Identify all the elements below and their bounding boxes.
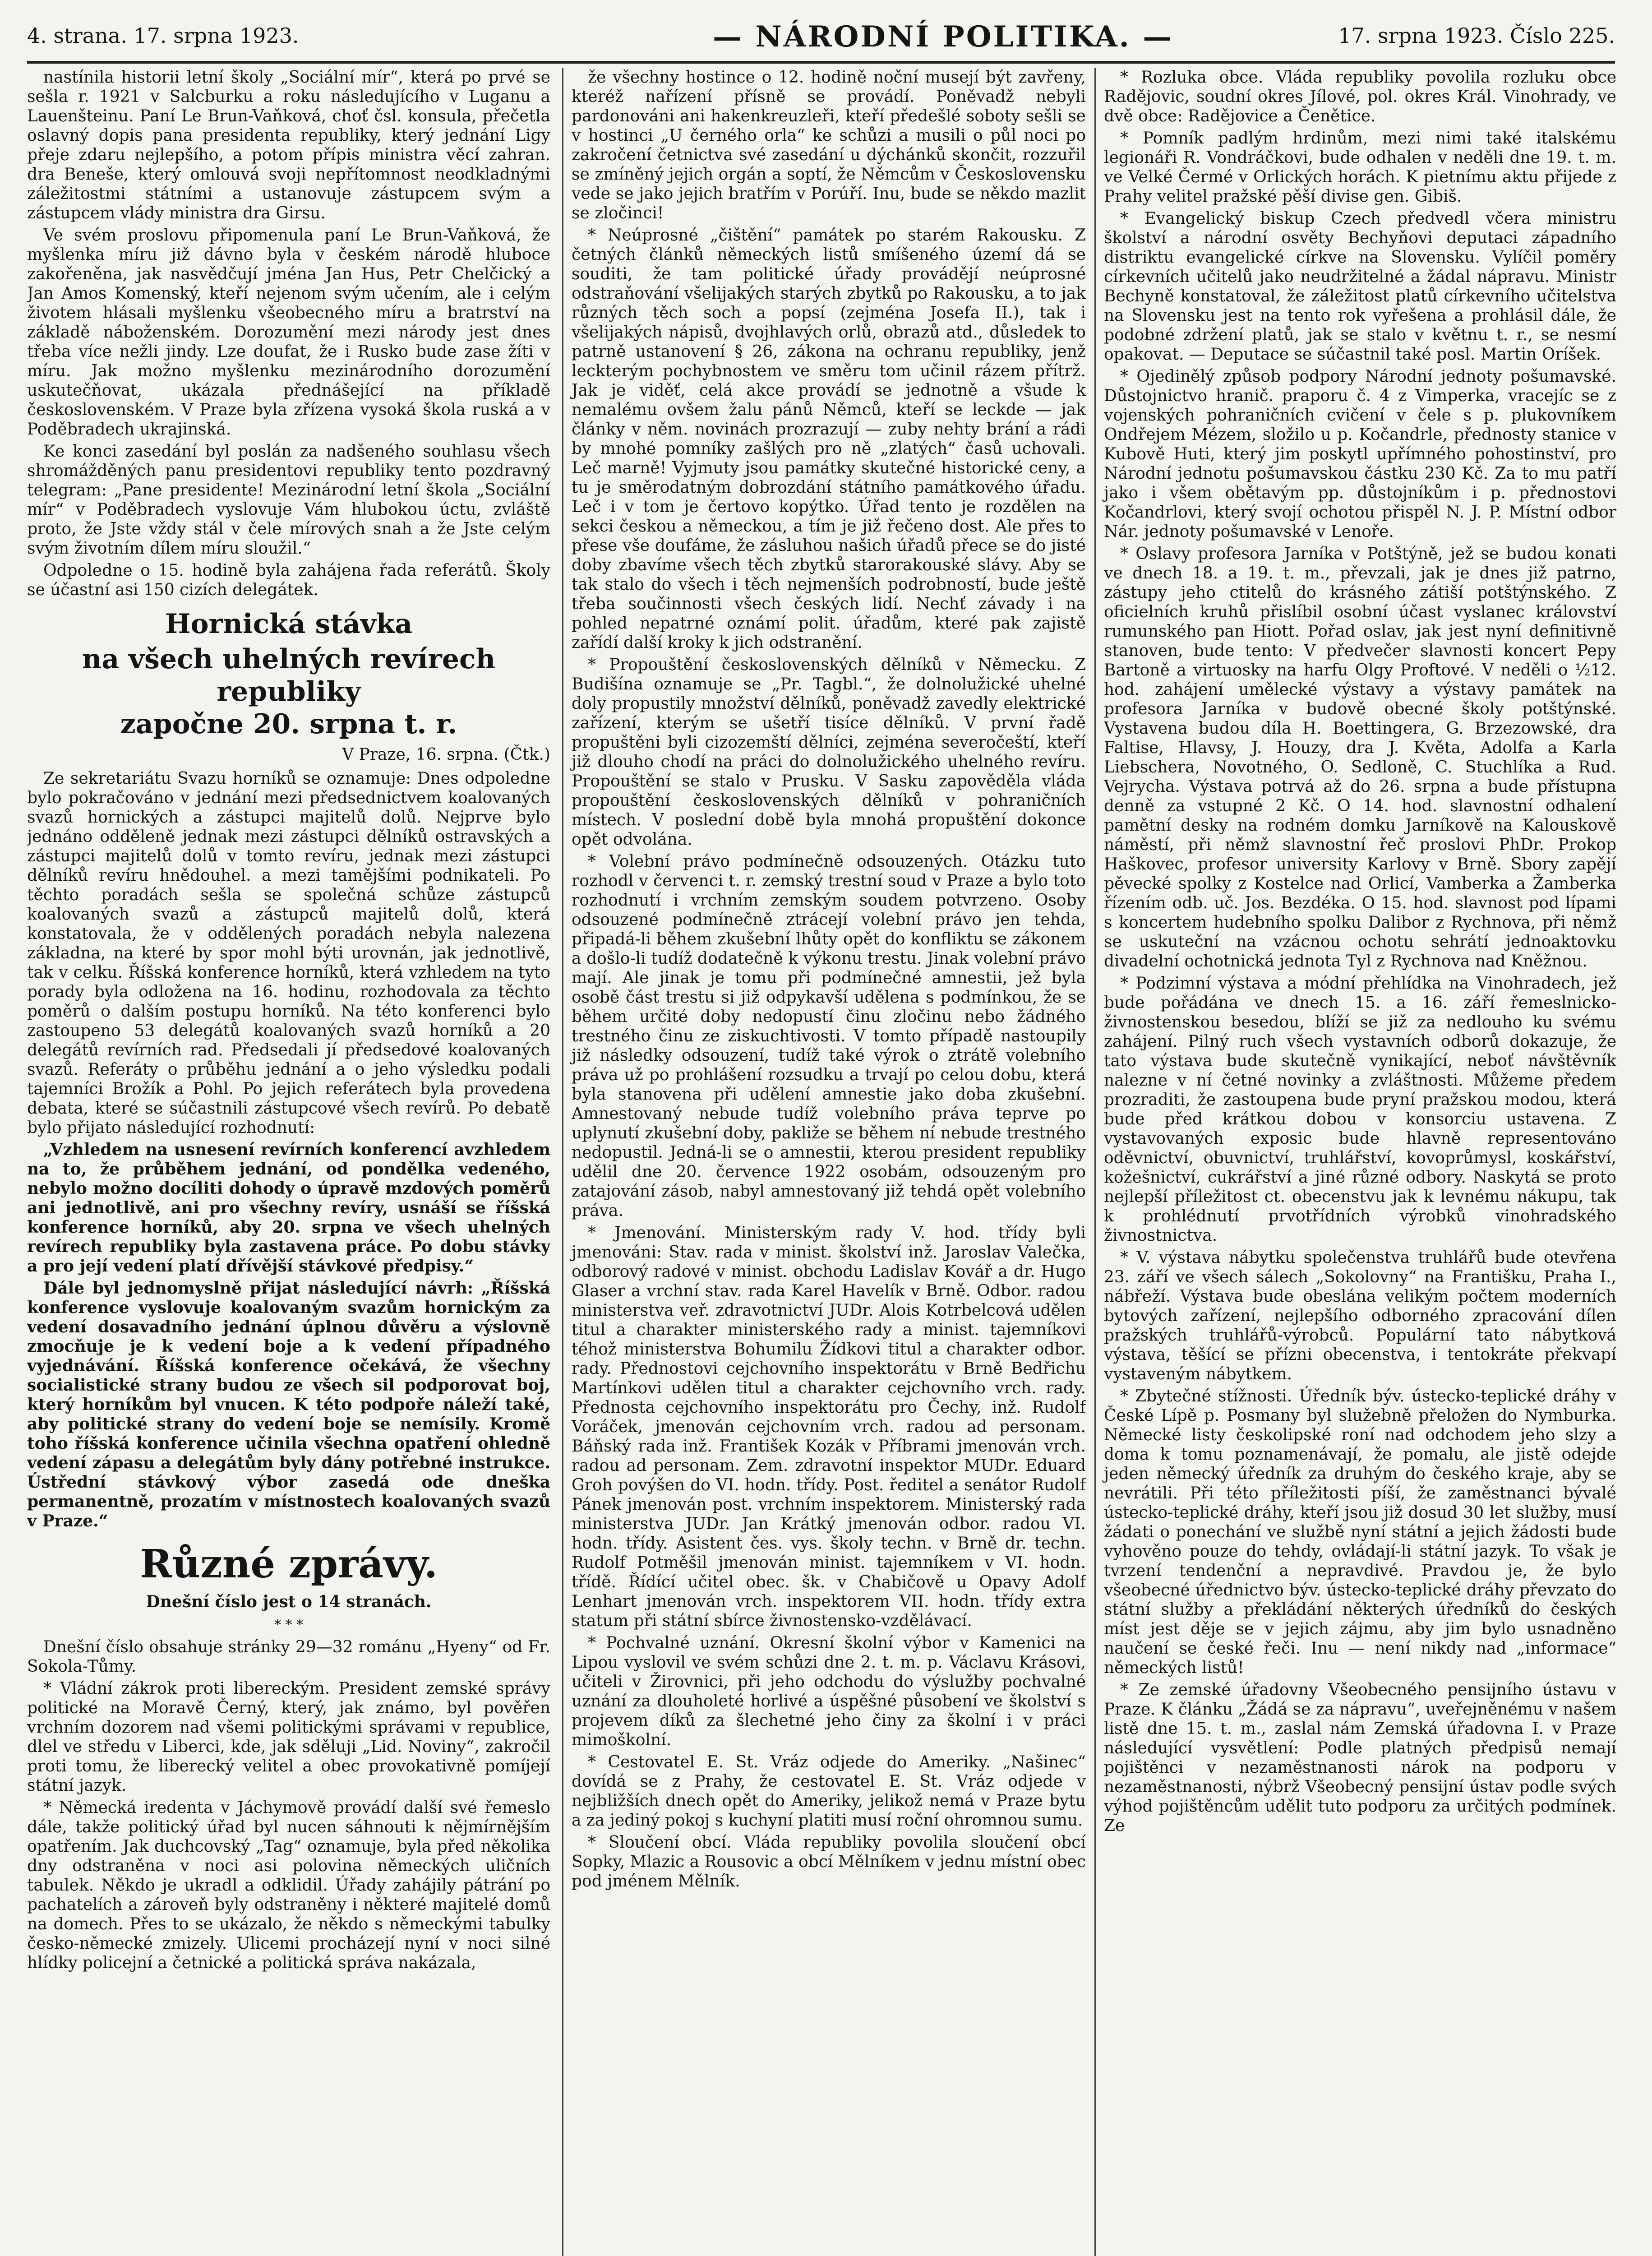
page-count-note: Dnešní číslo jest o 14 stranách. [146,1592,432,1611]
news-item: * Zbytečné stížnosti. Úředník býv. ústecko-teplické dráhy v České Lípě p. Posmany byl služebně přeložen do Nymburka. Německé listy českolipské roní nad odchodem jeho slzy a doma k tomu poznamenávají, že pomalu, ale jistě odejde jeden německý úředník za druhým do českého kraje, aby se nevrátili. Při této příležitosti píší, že zaměstnanci bývalé ústecko-teplické dráhy, kteří jsou již dosud 30 let služby, musí žádati o ponechání ve službě nyní státní a jejich žádosti bude vyhověno pouze do tehdy, ovládají-li státní jazyk. To však je tvrzení tendenční a nepravdivé. Pravdou je, že bylo všeobecné úřednictvo býv. ústecko-teplické dráhy převzato do státní služby a překládání některých úředníků do českých míst jest děje se v jejich zájmu, aby jim bylo usnadněno naučení se české řeči. Inu — není nikdy nad „informace“ německých listů! [1104,1387,1616,1677]
news-item: * V. výstava nábytku společenstva truhlářů bude otevřena 23. září ve všech sálech „Sokolovny“ na Františku, Praha I., nábřeží. Výstava bude obeslána velikým počtem moderních bytových zařízení, nejlepšího odborného zpracování dílen pražských truhlářů-výrobců. Populární tato nábytková výstava, těšící se přízni obecenstva, i tentokráte překvapí vystaveným nábytkem. [1104,1248,1616,1383]
article-paragraph: Ze sekretariátu Svazu horníků se oznamuje: Dnes odpoledne bylo pokračováno v jednání mezi předsednictvem koalovaných svazů hornických a zástupci majitelů dolů. Nejprve bylo jednáno odděleně jednak mezi zástupci dělníků ostravských a zástupci majitelů dolů v tomto revíru, jednak mezi zástupci dělníků revíru hnědouhel. a mezi tamějšími podnikateli. Po těchto poradách sešla se společná schůze zástupců koalovaných svazů a zástupců majitelů dolů, která konstatovala, že v oddělených poradách nebyla nalezena základna, na které by spor mohl býti urovnán, jak jednotlivě, tak v celku. Říšská konference horníků, která vzhledem na tyto porady byla odložena na 16. hodinu, rozhodovala za těchto poměrů o dalším postupu horníků. Na této konferenci bylo zastoupeno 53 delegátů koalovaných svazů horníků a 20 delegátů revírních rad. Předsedali jí předsedové koalovaných svazů. Referáty o průběhu jednání a o jeho výsledku podali tajemníci Brožík a Pohl. Po jejich referátech byla provedena debata, které se súčastnili zástupcové všech revírů. Po debatě bylo přijato následující rozhodnutí: [27,769,550,1137]
column-2 [562,68,1086,2256]
news-item: * Evangelický biskup Czech předvedl včera ministru školství a národní osvěty Bechyňovi deputaci západního distriktu evangelické církve na Slovensku. Vylíčil poměry církevních učitelů jako neudržitelné a žádal nápravu. Ministr Bechyně konstatoval, že záležitost platů církevního učitelstva na Slovensku jest na tento rok vyřešena a prohlásil dále, že podobné zdržení platů, jak se stalo v květnu t. r., se nesmí opakovat. — Deputace se súčastnil také posl. Martin Oríšek. [1104,209,1616,364]
dateline: V Praze, 16. srpna. (Čtk.) [342,745,550,764]
masthead-title: — NÁRODNÍ POLITIKA. — [713,20,1174,54]
news-item: * Neúprosné „čištění“ památek po starém Rakousku. Z četných článků německých listů smíšeného území dá se souditi, že tam politické úřady provádějí neúprosné odstraňování všelijakých starých zbytků po Rakousku, a to jak různých těch soch a popsí (zejména Josefa II.), tak i všelijakých nápisů, dvojhlavých orlů, obrazů atd., důsledek to patrně ustanovení § 26, zákona na ochranu republiky, jenž leckterým pochybnostem ve směru tom učinil rázem přítrž. Jak je viděť, celá akce provádí se jednotně a všude k nemalému ovšem žalu pánů Němců, kteří se leckde — jak články v něm. novinách prozrazují — zuby nehty brání a rádi by mnohé pomníky zašlých pro ně „zlatých“ časů uchovali. Leč marně! Vyjmuty jsou památky skutečné historické ceny, a tu je směrodatným dobrozdání státního památkového úřadu. Leč i v tom je čertovo kopýtko. Úřad tento je rozdělen na sekci českou a německou, a tím je již řečeno dost. Ale přes to přese vše doufáme, že zásluhou našich úřadů přece se do jisté doby zbavíme všech těch zbytků starorakouské slávy. Aby se tak stalo do všech i těch nejmenších podrobností, bude ještě třeba součinnosti všech českých lidí. Nechť závady i na pohled nepatrné oznámí polit. úřadům, které pak zajistě zařídí další kroky k jich odstranění. [572,226,1086,652]
news-item: * Sloučení obcí. Vláda republiky povolila sloučení obcí Sopky, Mlazic a Rousovic a obcí Mělníkem v jednu místní obec pod jménem Mělník. [572,1833,1086,1891]
news-item: * Podzimní výstava a módní přehlídka na Vinohradech, jež bude pořádána ve dnech 15. a 16. září řemeslnicko-živnostenskou besedou, blíží se již za nedlouho ku svému zahájení. Pilný ruch všech vystavních odborů dokazuje, že tato výstava bude skutečně vynikající, neboť návštěvník nalezne v ní četné novinky a zvláštnosti. Můžeme předem prozraditi, že zastoupena bude pryní pražskou modou, která bude před krátkou dobou v konsorciu ustavena. Z vystavovaných exposic bude hlavně representováno oděvnictví, obuvnictví, truhlářství, kovoprůmysl, koskářství, kožešnictví, cukrářství a jiné různé odbory. Naskytá se proto nejlepší příležitost ct. obecenstvu jak k levnému nákupu, tak k prohlédnutí prvotřídních výrobků vinohradského živnostnictva. [1104,974,1616,1245]
news-item: * Cestovatel E. St. Vráz odjede do Ameriky. „Našinec“ dovídá se z Prahy, že cestovatel E. St. Vráz odjede v nejbližších dnech opět do Ameriky, jelikož nemá v Praze bytu a za jediný pokoj s kuchyní platiti musí roční ohromnou sumu. [572,1753,1086,1830]
article-paragraph: nastínila historii letní školy „Sociální mír“, která po prvé se sešla r. 1921 v Salcburku a roku následujícího v Luganu a Lauenšteinu. Paní Le Brun-Vaňková, choť čsl. konsula, přečetla oslavný dopis pana presidenta republiky, který jednání Ligy přeje zdaru nejlepšího, a potom přípis ministra věcí zahran. dra Beneše, který omlouvá svoji nepřítomnost neodkladnými záležitostmi státními a ustanovuje zástupcem svým a zástupcem vlády ministra dra Girsu. [27,68,550,222]
news-item: * Jmenování. Ministerským rady V. hod. třídy byli jmenováni: Stav. rada v minist. školství inž. Jaroslav Valečka, odborový radové v minist. obchodu Ladislav Kovář a dr. Hugo Glaser a vrchní stav. rada Karel Havelík v Brně. Odbor. radou ministerstva veř. zdravotnictví JUDr. Alois Kotrbelcová udělen titul a charakter ministerského rady a minist. tajemníkovi téhož ministerstva Bohumilu Žídkovi titul a charakter odbor. rady. Přednostovi cejchovního inspektorátu v Brně Bedřichu Martínkovi udělen titul a charakter cejchovního vrch. rady. Přednosta cejchovního inspektorátu pro Čechy, inž. Rudolf Voráček, jmenován cejchovním vrch. radou ad personam. Báňský rada inž. František Kozák v Příbrami jmenován vrch. radou ad personam. Zem. zdravotní inspektor MUDr. Eduard Groh povýšen do VI. hodn. třídy. Post. ředitel a senátor Rudolf Pánek jmenován post. vrchním inspektorem. Ministerský rada ministerstva JUDr. Jan Krátký jmenován odbor. radou VI. hodn. třídy. Asistent čes. vys. školy techn. v Brně dr. techn. Rudolf Potměšil jmenován minist. tajemníkem v VI. hodn. třídě. Řídící učitel obec. šk. v Chabičově u Opavy Adolf Lenhart jmenován vrch. inspektorem VII. hodn. třídy extra statum při státní sbírce živnostensko-vzdělávací. [572,1224,1086,1630]
news-item: * Pochvalné uznání. Okresní školní výbor v Kamenici na Lipou vyslovil ve svém schůzi dne 2. t. m. p. Václavu Krásovi, učiteli v Žirovnici, při jeho odchodu do výslužby pochvalné uznání za dlouholeté horlivé a úspěšné působení ve školství s projevem díků za šlechetné jeho činy za školní i v práci mimoškolní. [572,1634,1086,1749]
news-item: Dnešní číslo obsahuje stránky 29—32 románu „Hyeny“ od Fr. Sokola-Tůmy. [27,1638,550,1676]
news-item: * Volební právo podmínečně odsouzených. Otázku tuto rozhodl v červenci t. r. zemský trestní soud v Praze a bylo toto rozhodnutí i vrchním zemským soudem potvrzeno. Osoby odsouzené podmínečně ztrácejí volební právo jen tehda, připadá-li během zkušební lhůty opět do konfliktu se zákonem a došlo-li tudíž dodatečně k výkonu trestu. Jinak volební právo mají. Ale jinak je tomu při podmínečné amnestii, jež byla osobě část trestu si již odpykavší udělena s podmínkou, že se během určité doby nedopustí činu zločinu nebo žádného trestného činu ze ziskuchtivosti. V tomto případě nastoupily již následky odsouzení, tudíž také výrok o ztrátě volebního práva už po prohlášení rozsudku a trvají po celou dobu, která byla stanovena při udělení amnestie jako doba zkušební. Amnestovaný nebude tudíž volebního práva teprve po uplynutí zkušební doby, pakliže se během ní nebude trestného nedopustil. Jedná-li se o amnestii, kterou president republiky udělil dne 20. července 1922 osobám, odsouzeným pro zatajování zásob, nabyl amnestovaný již tehdá opět volebního práva. [572,852,1086,1220]
article-paragraph: Ke konci zasedání byl poslán za nadšeného souhlasu všech shromážděných panu presidentovi republiky tento pozdravný telegram: „Pane presidente! Mezinárodní letní škola „Sociální mír“ v Poděbradech vyslovuje Vám hlubokou úctu, zvláště proto, že Jste vždy stál v čele mírových snah a že Jste celým svým životním dílem míru sloužil.“ [27,442,550,558]
section-title-ruzne-zpravy: Různé zprávy. [139,1541,438,1587]
news-item: * Německá iredenta v Jáchymově provádí další své řemeslo dále, takže politický úřad byl nucen sáhnouti k nějmírnějším opatřením. Jak duchcovský „Tag“ oznamuje, byla před několika dny odstraněna v noci asi polovina německých uličních tabulek. Někdo je ukradl a odklidil. Úřady zahájily pátrání po pachatelích a zároveň byly odstraněny i některé majitelé domů na domech. Přes to se ukázalo, že někdo s německými tabulky česko-německé zmizely. Ulicemi procházejí nyní v noci silné hlídky policejní a četnické a politická správa nakázala, [27,1798,550,1972]
headline-strike-2: na všech uhelných revírech republiky [82,643,496,707]
resolution-paragraph: „Vzhledem na usnesení revírních konferencí avzhledem na to, že průběhem jednání, od pondělka vedeného, nebylo možno docíliti dohody o úpravě mzdových poměrů ani jednotlivě, ani pro všechny revíry, usnáší se říšská konference horníků, aby 20. srpna ve všech uhelných revírech republiky byla zastavena práce. Po dobu stávky a pro její vedení platí dřívější stávkové předpisy.“ [27,1140,550,1276]
header-date-issue: 17. srpna 1923. Číslo 225. [1338,23,1615,48]
page-header [27,18,1615,64]
news-item: že všechny hostince o 12. hodině noční musejí být zavřeny, kteréž nařízení přísně se provádí. Poněvadž nebyli pardonováni ani hakenkreuzleři, kteří předešlé soboty sešli se v hostinci „U černého orla“ ke schůzi a musili o půl noci po zakročení četnictva své zasedání u dýchánků skončit, rozzuřil se zmíněný jejich orgán a soptí, že Němcům v Československu vede se jako jejich bratřím v Porúří. Inu, bude se někdo mazlit se zločinci! [572,68,1086,222]
column-1 [27,68,550,2256]
news-item: * Propouštění československých dělníků v Německu. Z Budišína oznamuje se „Pr. Tagbl.“, že dolnolužické uhelné doly propustily množství dělníků, poněvadž zavedly elektrické zařízení, kterým se ušetří tisíce dělníků. V první řadě propuštěni byli cizozemští dělníci, zejména severočeští, kteří již dlouho chodí na práci do dolnolužického uhelného revíru. Propouštění se stalo v Prusku. V Sasku zapověděla vláda propouštění československých dělníků v pohraničních místech. V poslední době byla mnohá propuštění dokonce opět odvolána. [572,656,1086,849]
news-item: * Pomník padlým hrdinům, mezi nimi také italskému legionáři R. Vondráčkovi, bude odhalen v neděli dne 19. t. m. ve Velké Čermé v Orlických horách. K pietnímu aktu přijede z Prahy velitel pražské pěší divise gen. Gibiš. [1104,129,1616,206]
header-page-date: 4. strana. 17. srpna 1923. [27,23,299,48]
news-item: * Ojedinělý způsob podpory Národní jednoty pošumavské. Důstojnictvo hranič. praporu č. 4 z Vimperka, vracejíc se z vojenských pohraničních cvičení v čele s p. plukovníkem Ondřejem Mézem, složilo u p. Kočandrle, přednosty stanice v Kubově Huti, který jim poskytl upřímného pohostinství, pro Národní jednotu pošumavskou částku 230 Kč. Za to mu patří jako i všem obětavým pp. důstojníkům i p. přednostovi Kočandrlovi, který svojí ochotou přispěl N. J. P. Místní odbor Nár. jednoty pošumavské v Lenoře. [1104,367,1616,541]
article-paragraph: Odpoledne o 15. hodině byla zahájena řada referátů. Školy se účastní asi 150 cizích delegátek. [27,561,550,599]
article-paragraph: Ve svém proslovu připomenula paní Le Brun-Vaňková, že myšlenka míru již dávno byla v českém národě hluboce zakořeněna, jak nasvědčují jména Jan Hus, Petr Chelčický a Jan Amos Komenský, kteří nejenom svým učením, ale i celým životem hlásali myšlenku všeobecného míru a bratrství na základě náboženském. Dorozumění mezi národy jest dnes třeba více nežli jindy. Lze doufat, že i Rusko bude zase žíti v míru. Jak možno myšlenku mezinárodního dorozumění uskutečňovat, ukázala přednášející na příkladě československém. V Praze byla zřízena vysoká škola ruská a v Poděbradech ukrajinská. [27,226,550,439]
headline-strike-3: započne 20. srpna t. r. [120,708,457,740]
news-item: * Ze zemské úřadovny Všeobecného pensijního ústavu v Praze. K článku „Žádá se za nápravu“, uveřejněnému v našem listě dne 15. t. m., zaslal nám Zemská úřadovna I. v Praze následující vysvětlení: Podle platných předpisů nemají pojištěnci v nezaměstnanosti nárok na podporu v nezaměstnanosti, nýbrž Všeobecný pensijní ústav podle svých výhod pojištěncům udělit tuto podporu za určitých podmínek. Ze [1104,1681,1616,1835]
news-item: * Vládní zákrok proti libereckým. President zemské správy politické na Moravě Černý, který, jak známo, byl pověřen vrchním dozorem nad všemi politickými správami v republice, dlel ve středu v Liberci, kde, jak sděluji „Lid. Noviny“, zakročil proti tomu, že liberecký velitel a obec provokativně pomíjejí státní jazyk. [27,1679,550,1795]
resolution-paragraph: Dále byl jednomyslně přijat následující návrh: „Říšská konference vyslovuje koalovaným svazům hornickým za vedení dosavadního jednání úplnou důvěru a výslovně zmocňuje je k vedení boje a k vedení případného vyjednávání. Říšská konference očekává, že všechny socialistické strany budou ze všech sil podporovat boj, který horníkům byl vnucen. K této podpoře náleží také, aby politické strany do vedení boje se nemísily. Kromě toho říšská konference učinila všechna opatření ohledně vedení zápasu a delegátům byly dány potřebné instrukce. Ústřední stávkový výbor zasedá ode dneška permanentně, prozatím v místnostech koalovaných svazů v Praze.“ [27,1279,550,1530]
separator-stars: * * * [274,1617,304,1633]
column-3 [1094,68,1616,2256]
news-item: * Rozluka obce. Vláda republiky povolila rozluku obce Radějovic, soudní okres Jílové, pol. okres Král. Vinohrady, ve dvě obce: Radějovice a Čenětice. [1104,68,1616,125]
news-item: * Oslavy profesora Jarníka v Potštýně, jež se budou konati ve dnech 18. a 19. t. m., převzali, jak je dnes již patrno, zástupy jeho ctitelů do krásného zátiší potštýnského. Z oficielních kruhů přislíbil osobní účast vyslanec království rumunského pan Hiott. Pořad oslav, jak jest nyní definitivně stanoven, bude tento: V předvečer slavnosti koncert Pepy Bartoně a virtuosky na harfu Olgy Proftové. V neděli o ½12. hod. zahájení umělecké výstavy a výstavy památek na profesora Jarníka v budově obecné školy potštýnské. Vystavena budou díla H. Boettingera, G. Brzezowské, dra Faltise, Hlavsy, J. Houzy, dra J. Květa, Adolfa a Karla Liebschera, Novotného, O. Sedloně, C. Stuchlíka a Rud. Vejrycha. Výstava potrvá až do 26. srpna a bude přístupna denně za vstupné 2 Kč. O 14. hod. slavnostní odhalení pamětní desky na rodném domku Jarníkově na Kalouskově náměstí, při němž slavnostní řeč proslovi PhDr. Prokop Haškovec, profesor university Karlovy v Brně. Sbory zapějí pěvecké spolky z Kostelce nad Orlicí, Vamberka a Žamberka řízením odb. uč. Jos. Bezdéka. O 15. hod. slavnost pod lípami s koncertem hudebního spolku Dalibor z Rychnova, při němž se uskuteční na vzácnou ochotu sehrátí jednoaktovku divadelní ochotnická jednota Tyl z Rychnova nad Kněžnou. [1104,545,1616,971]
headline-strike-1: Hornická stávka [165,608,413,640]
